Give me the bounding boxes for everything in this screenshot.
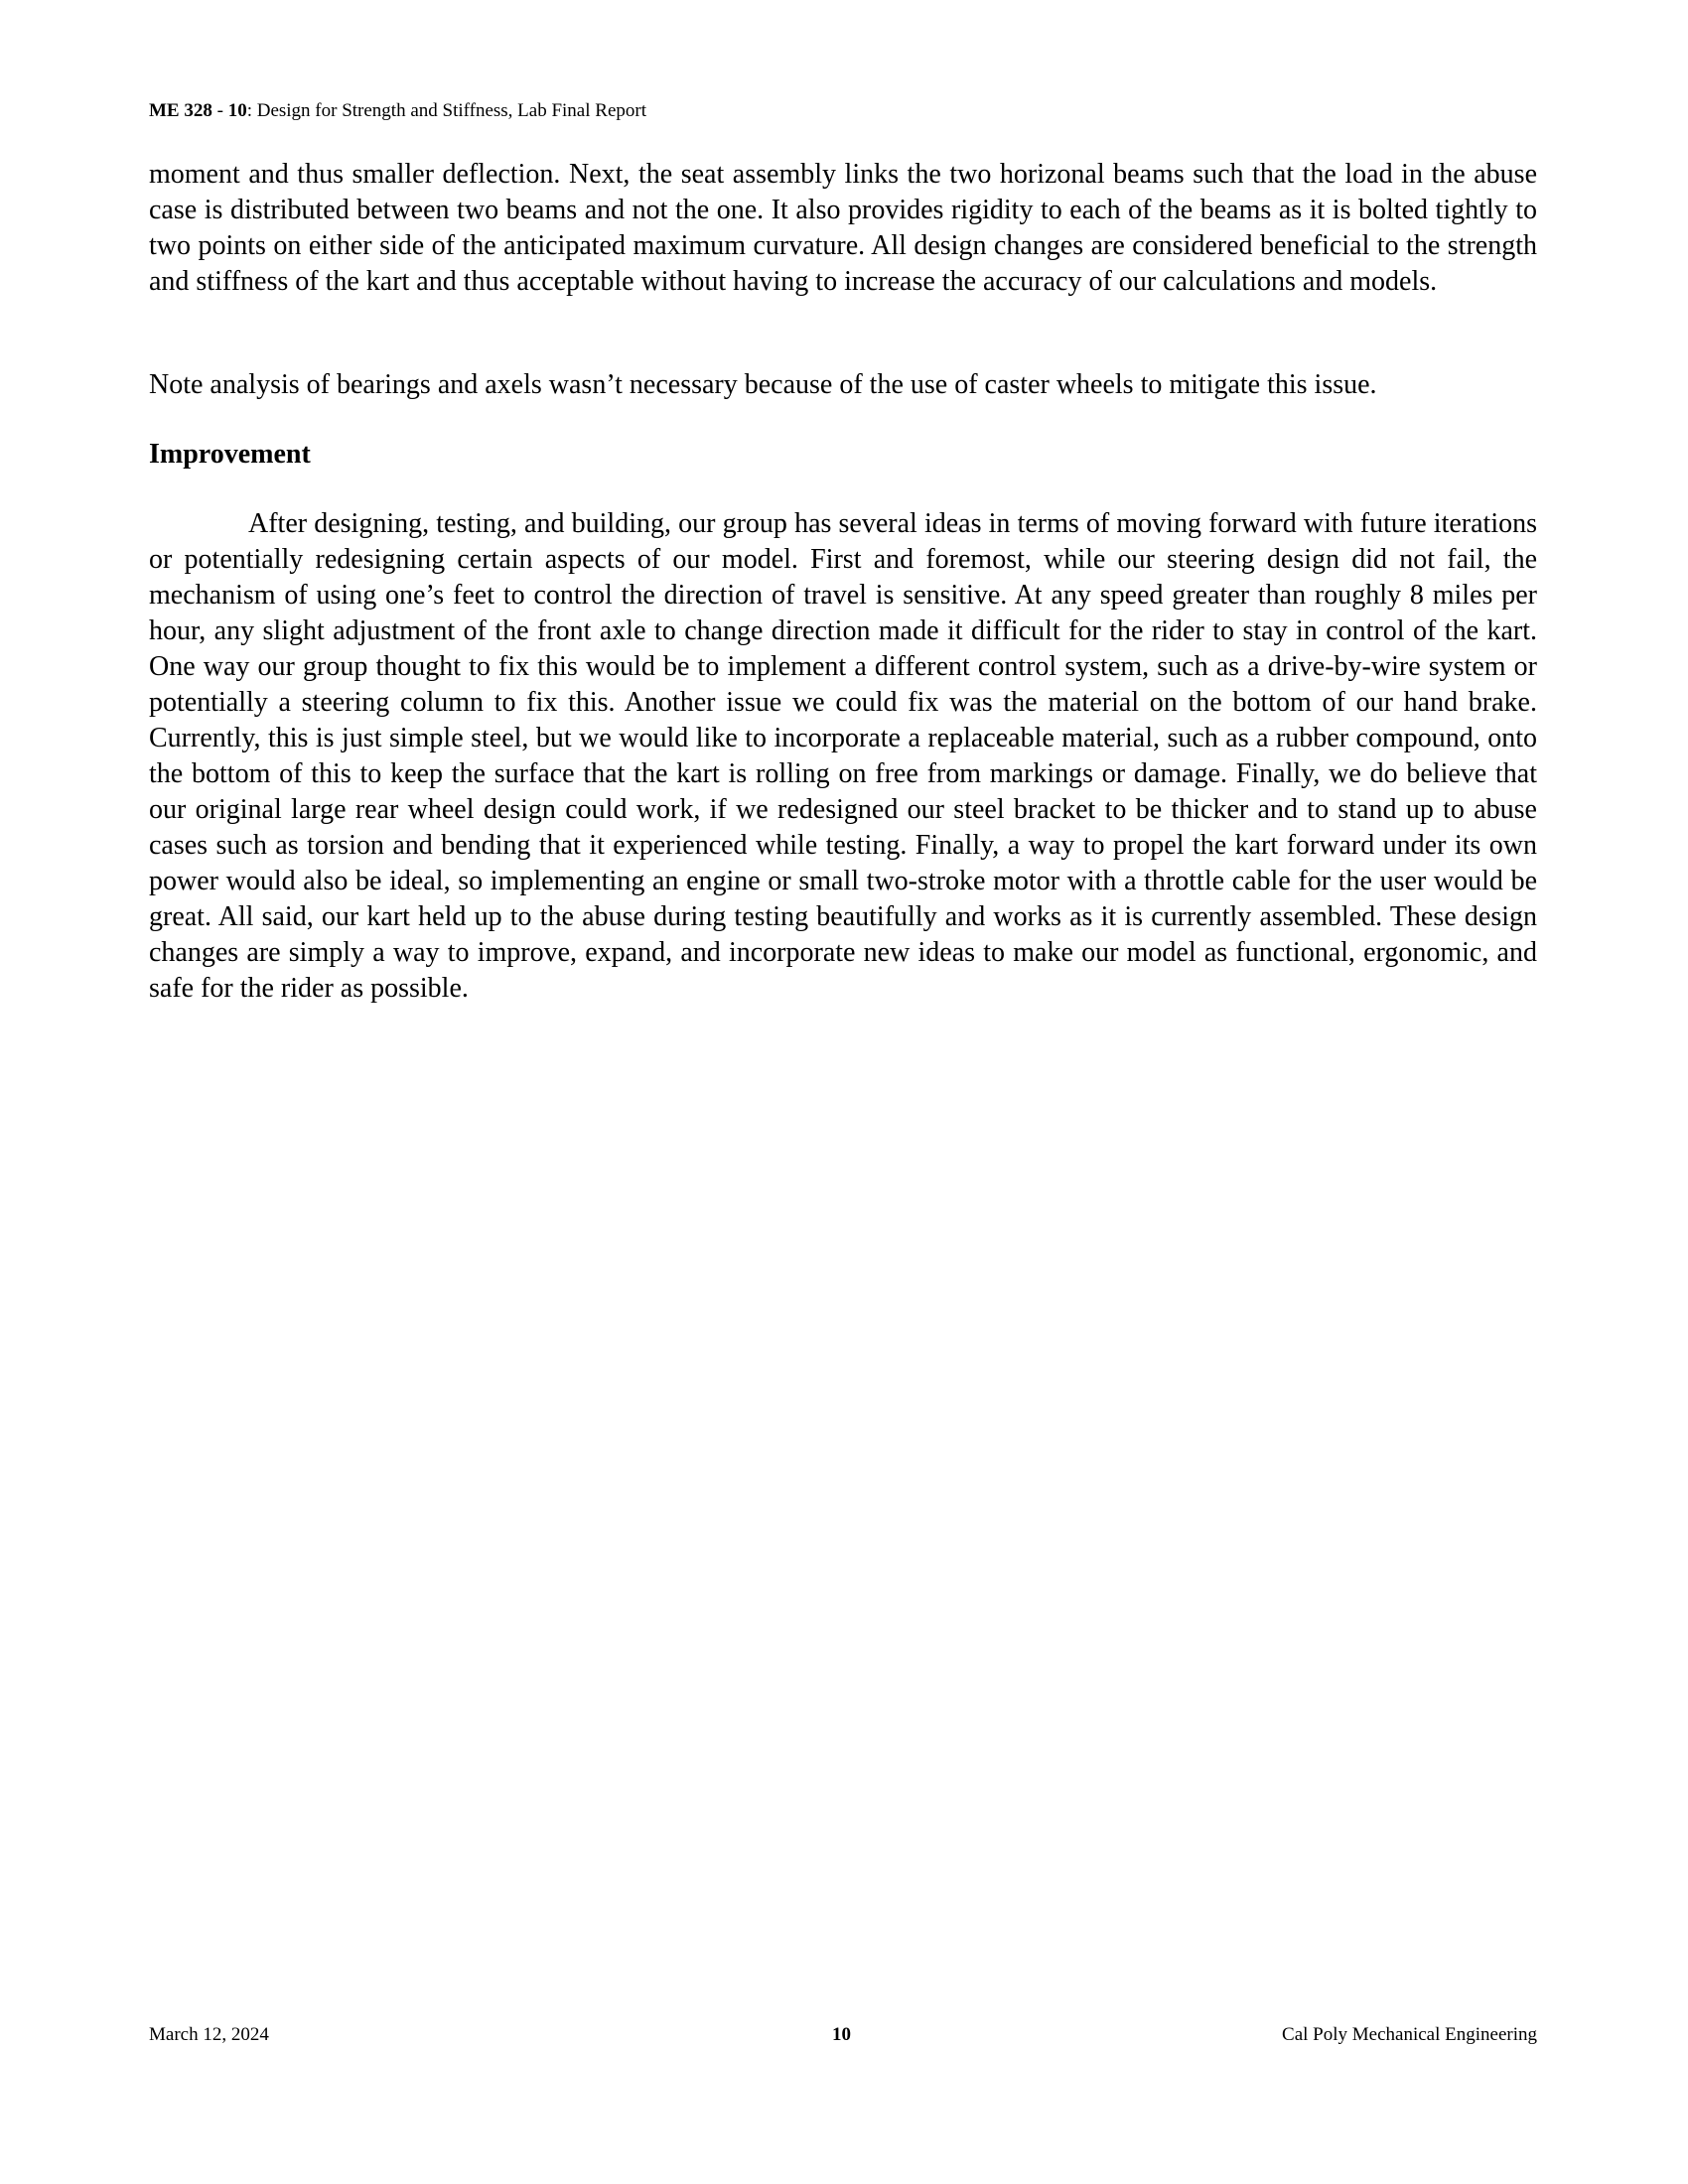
note-paragraph: Note analysis of bearings and axels wasn’t necessary because of the use of caster wheels to mitigate this issue. — [149, 369, 1377, 400]
footer-organization: Cal Poly Mechanical Engineering — [1282, 2024, 1537, 2045]
improvement-paragraph: After designing, testing, and building, our group has several ideas in terms of moving forward with future iterations or potentially redesigning certain aspects of our model. First and foremost, while our steering design did not fail, the mechanism of using one’s feet to control the direction of travel is sensitive. At any speed greater than roughly 8 miles per hour, any slight adjustment of the front axle to change direction made it difficult for the rider to stay in control of the kart. One way our group thought to fix this would be to implement a different control system, such as a drive-by-wire system or potentially a steering column to fix this. Another issue we could fix was the material on the bottom of our hand brake. Currently, this is just simple steel, but we would like to incorporate a replaceable material, such as a rubber compound, onto the bottom of this to keep the surface that the kart is rolling on free from markings or damage. Finally, we do believe that our original large rear wheel design could work, if we redesigned our steel bracket to be thicker and to stand up to abuse cases such as torsion and bending that it experienced while testing. Finally, a way to propel the kart forward under its own power would also be ideal, so implementing an engine or small two-stroke motor with a throttle cable for the user would be great. All said, our kart held up to the abuse during testing beautifully and works as it is currently assembled. These design changes are simply a way to improve, expand, and incorporate new ideas to make our model as functional, ergonomic, and safe for the rider as possible. — [149, 508, 1537, 1004]
footer-date: March 12, 2024 — [149, 2024, 269, 2045]
course-code: ME 328 — [149, 100, 212, 121]
page-number: 10 — [832, 2024, 851, 2045]
lab-number: 10 — [227, 100, 247, 121]
header-separator: - — [211, 100, 228, 121]
continuation-paragraph: moment and thus smaller deflection. Next, the seat assembly links the two horizonal beams such that the load in the abuse case is distributed between two beams and not the one. It also provides rigidity to each of the beams as it is bolted tightly to two points on either side of the anticipated maximum curvature. All design changes are considered beneficial to the strength and stiffness of the kart and thus acceptable without having to increase the accuracy of our calculations and models. — [149, 159, 1537, 297]
page-header — [149, 99, 646, 123]
improvement-heading: Improvement — [149, 439, 311, 470]
report-title: : Design for Strength and Stiffness, Lab Final Report — [246, 100, 646, 121]
